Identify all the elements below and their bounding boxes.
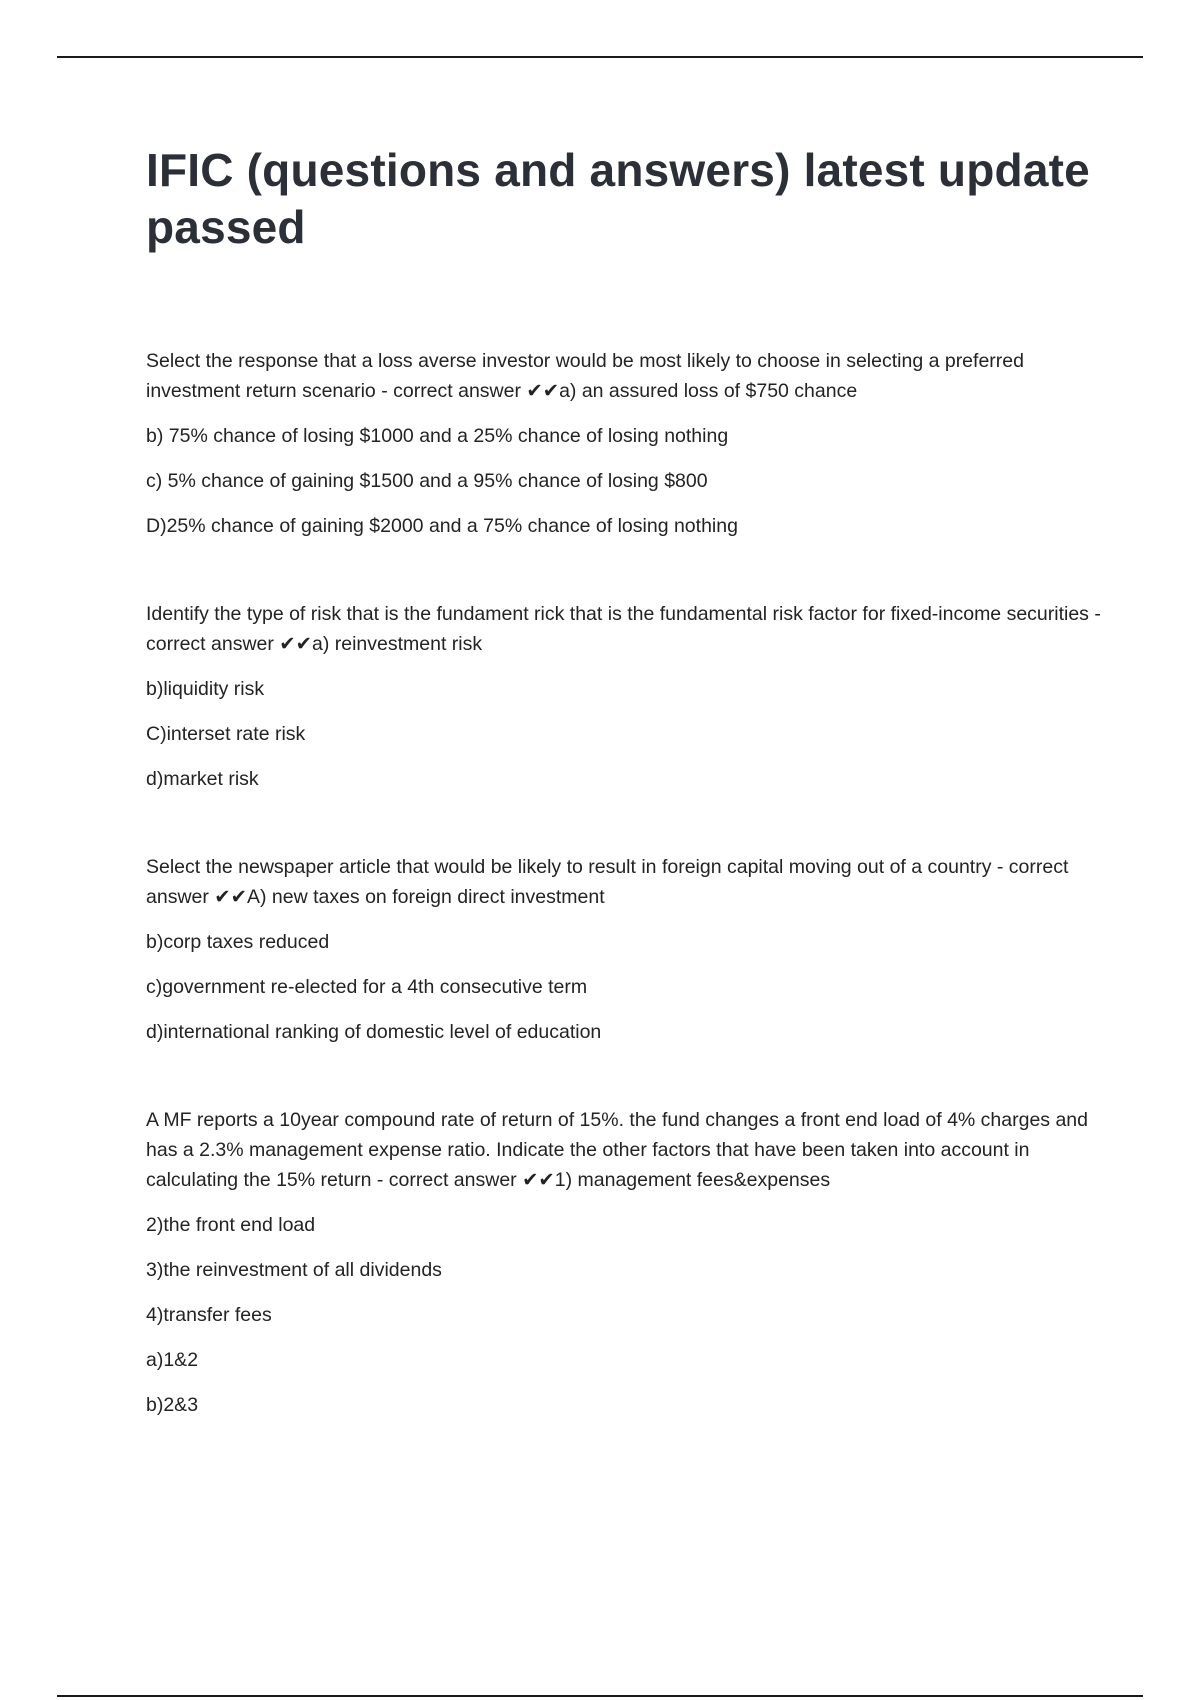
question-text: Select the newspaper article that would be likely to result in foreign capital moving out of a country - correct answer ✔✔A) new taxes on foreign direct investment [146, 856, 1069, 908]
answer-option: C)interset rate risk [146, 723, 306, 745]
question-text: Identify the type of risk that is the fundament rick that is the fundamental risk factor for fixed-income securities - correct answer ✔✔a) reinvestment risk [146, 603, 1101, 655]
answer-option: b) 75% chance of losing $1000 and a 25% chance of losing nothing [146, 425, 729, 447]
bottom-divider [57, 1695, 1143, 1697]
top-divider [57, 56, 1143, 58]
qa-list [146, 346, 1101, 1420]
answer-option: b)2&3 [146, 1394, 199, 1416]
answer-option: a)1&2 [146, 1349, 199, 1371]
answer-option: b)liquidity risk [146, 678, 265, 700]
document-page [146, 142, 1101, 1478]
question-block-1 [146, 346, 1101, 541]
answer-option: d)market risk [146, 768, 259, 790]
question-text: A MF reports a 10year compound rate of return of 15%. the fund changes a front end load of 4% charges and has a 2.3% management expense ratio. Indicate the other factors that have been taken into account in calculating the 15% return - correct answer ✔✔1) management fees&expenses [146, 1109, 1088, 1191]
answer-option: 4)transfer fees [146, 1304, 272, 1326]
document-title: IFIC (questions and answers) latest update passed [146, 144, 1090, 253]
answer-option: 3)the reinvestment of all dividends [146, 1259, 442, 1281]
question-text: Select the response that a loss averse investor would be most likely to choose in selecting a preferred investment return scenario - correct answer ✔✔a) an assured loss of $750 chance [146, 350, 1024, 402]
answer-option: 2)the front end load [146, 1214, 316, 1236]
answer-option: D)25% chance of gaining $2000 and a 75% chance of losing nothing [146, 515, 738, 537]
answer-option: c)government re-elected for a 4th consecutive term [146, 976, 588, 998]
question-block-4 [146, 1105, 1101, 1420]
answer-option: b)corp taxes reduced [146, 931, 330, 953]
question-block-2 [146, 599, 1101, 794]
answer-option: c) 5% chance of gaining $1500 and a 95% chance of losing $800 [146, 470, 708, 492]
question-block-3 [146, 852, 1101, 1047]
answer-option: d)international ranking of domestic level of education [146, 1021, 602, 1043]
